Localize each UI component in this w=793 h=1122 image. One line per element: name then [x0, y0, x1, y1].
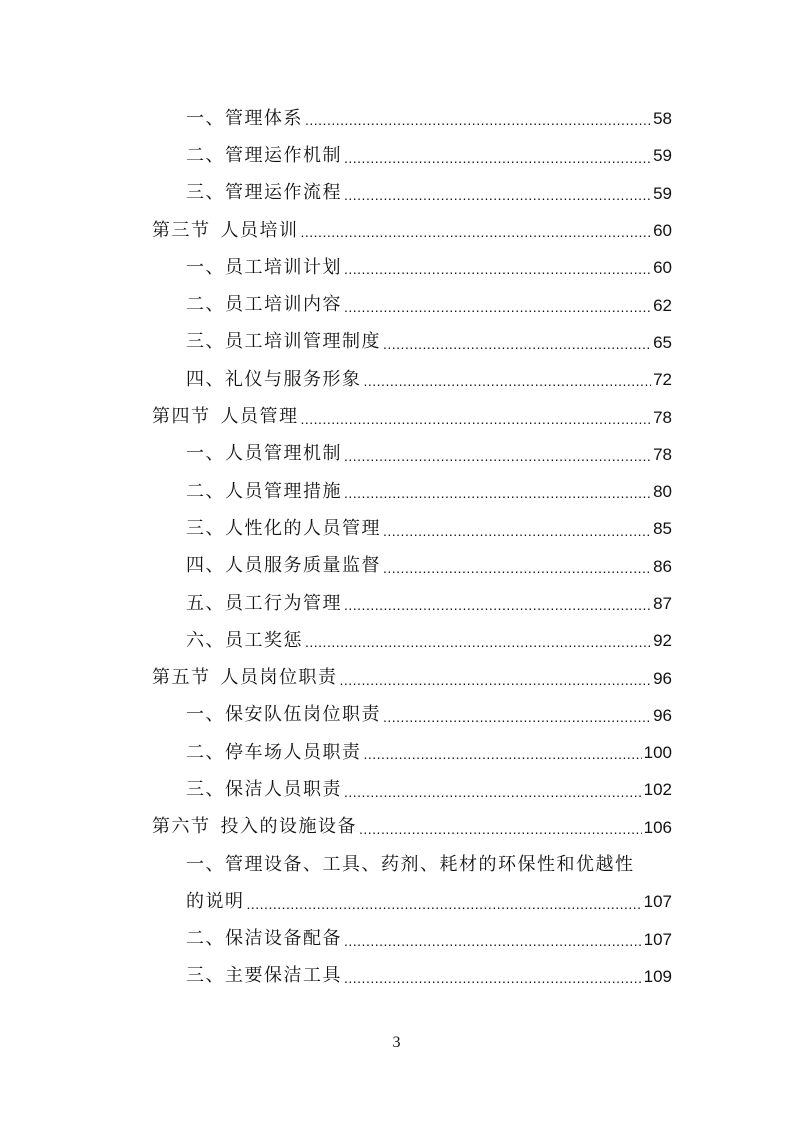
toc-entry-label: 二、员工培训内容 [186, 294, 342, 316]
toc-entry-wrapped-line-2[interactable] [0, 883, 672, 920]
toc-entry[interactable] [0, 361, 672, 398]
toc-entry-page: 102 [643, 780, 672, 800]
toc-entry-page: 107 [643, 929, 672, 949]
toc-entry-label: 六、员工奖惩 [186, 629, 303, 651]
toc-entry-label: 三、人性化的人员管理 [186, 517, 381, 539]
toc-entry-page: 80 [653, 482, 672, 502]
toc-entry[interactable] [0, 473, 672, 510]
toc-entry-label: 二、管理运作机制 [186, 144, 342, 166]
table-of-contents [0, 100, 793, 995]
toc-entry-label: 五、员工行为管理 [186, 592, 342, 614]
dot-leader [305, 113, 651, 127]
dot-leader [344, 934, 642, 948]
toc-entry-page: 96 [653, 705, 672, 725]
toc-section-entry[interactable] [0, 398, 672, 435]
section-title: 人员培训 [220, 219, 299, 241]
toc-section-entry[interactable] [0, 212, 672, 249]
toc-entry[interactable] [0, 697, 672, 734]
toc-entry[interactable] [0, 249, 672, 286]
toc-entry-page: 65 [653, 332, 672, 352]
dot-leader [301, 412, 652, 426]
dot-leader [359, 822, 642, 836]
section-title: 人员岗位职责 [220, 667, 338, 689]
toc-entry[interactable] [0, 100, 672, 137]
toc-entry-page: 92 [653, 631, 672, 651]
toc-entry-label: 三、保洁人员职责 [186, 778, 342, 800]
toc-entry-label: 三、主要保洁工具 [186, 965, 342, 987]
dot-leader [344, 785, 642, 799]
dot-leader [344, 486, 651, 500]
section-title: 投入的设施设备 [220, 816, 357, 838]
toc-entry[interactable] [0, 921, 672, 958]
toc-entry-page: 59 [653, 146, 672, 166]
dot-leader [383, 337, 651, 351]
toc-section-label [152, 219, 299, 241]
toc-entry-page: 62 [653, 295, 672, 315]
toc-entry[interactable] [0, 510, 672, 547]
toc-entry-label: 一、保安队伍岗位职责 [186, 704, 381, 726]
dot-leader [344, 449, 651, 463]
toc-entry[interactable] [0, 436, 672, 473]
toc-entry-label: 三、员工培训管理制度 [186, 331, 381, 353]
toc-entry[interactable] [0, 958, 672, 995]
dot-leader [344, 598, 651, 612]
dot-leader [340, 673, 652, 687]
dot-leader [301, 225, 652, 239]
toc-section-entry[interactable] [0, 809, 672, 846]
toc-section-entry[interactable] [0, 659, 672, 696]
toc-entry-page: 87 [653, 594, 672, 613]
toc-entry-label: 四、礼仪与服务形象 [186, 368, 362, 390]
dot-leader [305, 635, 651, 649]
toc-entry-label: 二、停车场人员职责 [186, 741, 362, 763]
toc-entry[interactable] [0, 175, 672, 212]
dot-leader [383, 524, 651, 538]
dot-leader [344, 300, 651, 314]
toc-entry-label: 三、管理运作流程 [186, 182, 342, 204]
toc-entry-page: 72 [653, 370, 672, 390]
section-number: 第五节 [152, 667, 211, 689]
toc-entry-label: 的说明 [186, 890, 245, 912]
section-title: 人员管理 [220, 406, 299, 428]
dot-leader [344, 151, 651, 165]
dot-leader [364, 747, 642, 761]
toc-entry-page: 109 [643, 966, 672, 986]
toc-entry[interactable] [0, 548, 672, 585]
toc-entry[interactable] [0, 286, 672, 323]
page-number: 3 [392, 1034, 401, 1051]
toc-entry-label: 二、保洁设备配备 [186, 928, 342, 950]
toc-entry-page: 60 [653, 258, 672, 278]
toc-entry-page: 96 [653, 668, 672, 688]
section-number: 第四节 [152, 406, 211, 428]
dot-leader [383, 710, 651, 724]
dot-leader [344, 971, 642, 985]
toc-entry-label: 一、人员管理机制 [186, 443, 342, 465]
toc-entry-label: 一、管理设备、工具、药剂、耗材的环保性和优越性 [186, 853, 635, 875]
toc-entry-page: 60 [653, 221, 672, 241]
toc-entry-page: 100 [643, 743, 672, 763]
section-number: 第六节 [152, 816, 211, 838]
toc-entry-wrapped-line-1[interactable] [0, 846, 672, 883]
toc-entry[interactable] [0, 585, 672, 622]
dot-leader [364, 374, 652, 388]
toc-entry-page: 86 [653, 556, 672, 576]
toc-section-label [152, 408, 299, 426]
toc-entry[interactable] [0, 324, 672, 361]
dot-leader [247, 897, 642, 911]
toc-entry-page: 85 [653, 519, 672, 539]
toc-entry[interactable] [0, 137, 672, 174]
dot-leader [383, 561, 651, 575]
toc-entry-label: 四、人员服务质量监督 [186, 555, 381, 577]
toc-entry-label: 二、人员管理措施 [186, 480, 342, 502]
toc-entry-label: 一、管理体系 [186, 107, 303, 129]
toc-section-label [152, 818, 357, 836]
section-number: 第三节 [152, 219, 211, 241]
toc-entry-page: 59 [653, 183, 672, 203]
toc-entry-page: 58 [653, 109, 672, 129]
toc-entry-page: 78 [653, 444, 672, 464]
toc-entry[interactable] [0, 734, 672, 771]
dot-leader [344, 262, 651, 276]
toc-entry[interactable] [0, 622, 672, 659]
toc-section-label [152, 669, 338, 687]
toc-entry[interactable] [0, 771, 672, 808]
toc-entry-page: 107 [643, 892, 672, 912]
toc-entry-page: 78 [653, 407, 672, 427]
dot-leader [344, 188, 651, 202]
toc-entry-label: 一、员工培训计划 [186, 256, 342, 278]
toc-entry-page: 106 [643, 817, 672, 837]
